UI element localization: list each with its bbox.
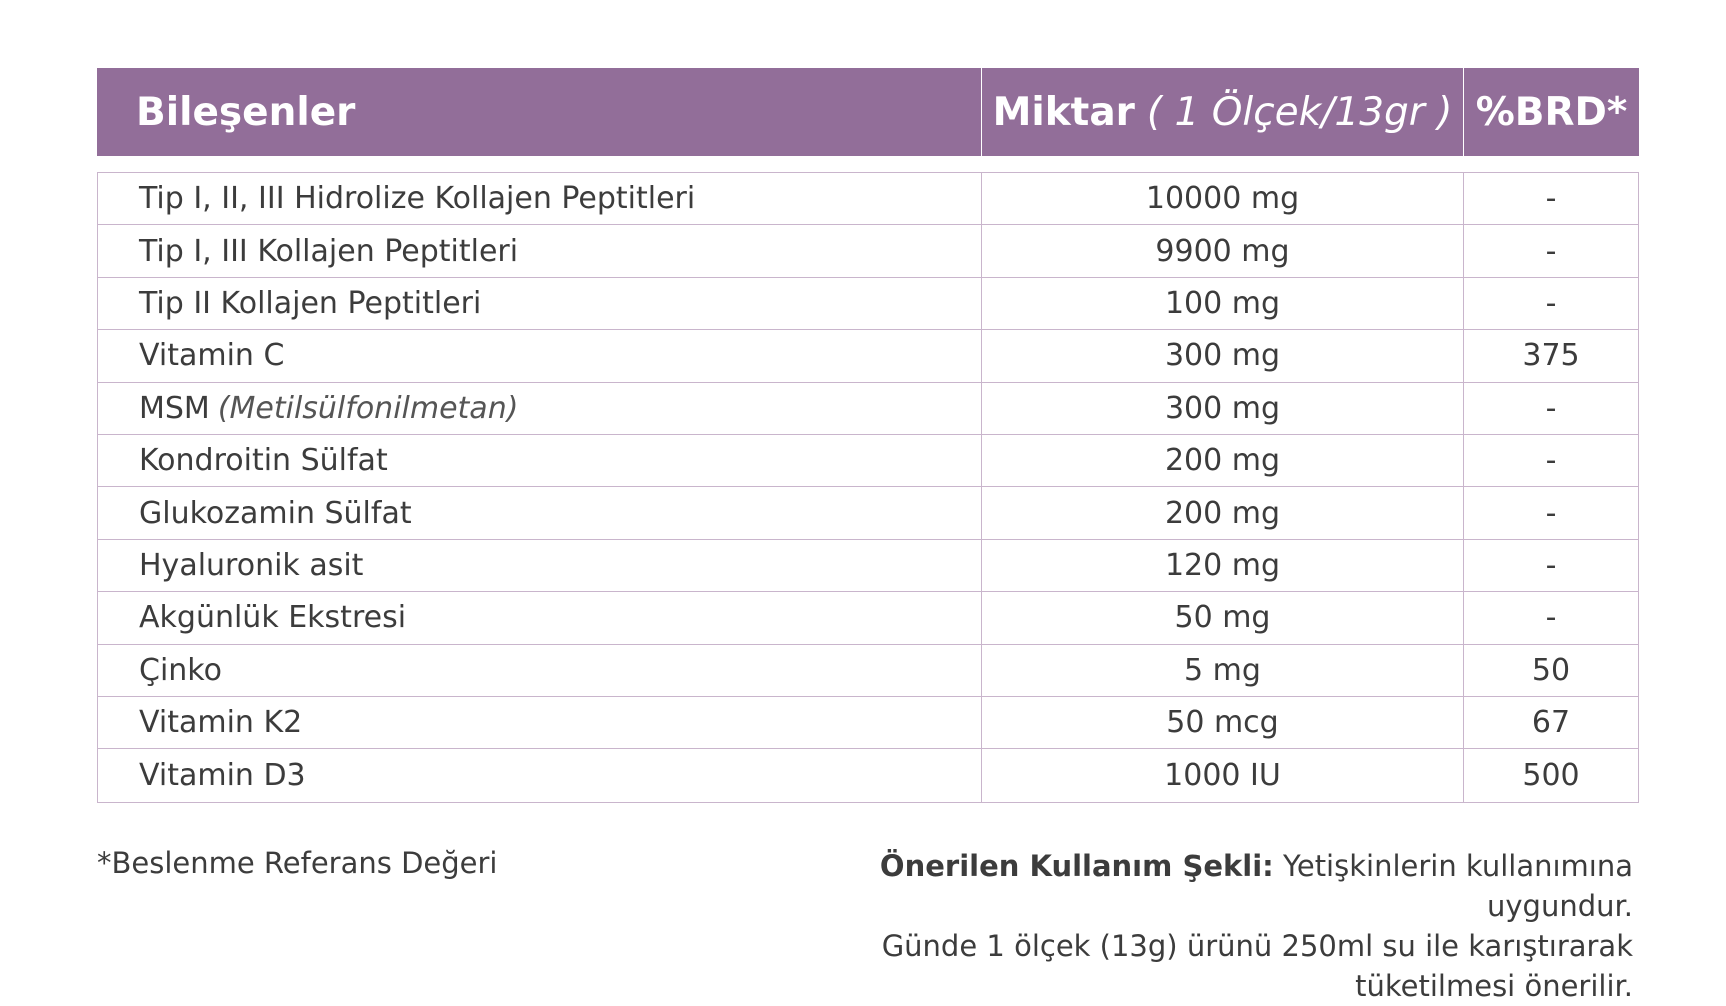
table-row <box>98 435 1638 487</box>
ingredient-name-cell <box>98 645 982 696</box>
header-brd: %BRD* <box>1475 89 1628 135</box>
usage-line-2: Günde 1 ölçek (13g) ürünü 250ml su ile karıştırarak <box>881 929 1633 963</box>
ingredient-amount: 10000 mg <box>982 173 1464 224</box>
ingredient-name-cell <box>98 487 982 538</box>
ingredient-brd: - <box>1545 181 1557 217</box>
ingredient-name: Tip II Kollajen Peptitleri <box>139 285 482 321</box>
ingredient-brd: - <box>1545 390 1557 426</box>
ingredient-brd: - <box>1545 443 1557 479</box>
ingredient-name-cell <box>98 592 982 643</box>
table-row <box>98 592 1638 644</box>
ingredient-name-cell <box>98 540 982 591</box>
table-row <box>98 749 1638 801</box>
ingredient-name: Vitamin C <box>139 338 285 374</box>
ingredient-brd: - <box>1545 233 1557 269</box>
usage-text-1: Yetişkinlerin kullanımına uygundur. <box>1282 849 1633 923</box>
table-row <box>98 645 1638 697</box>
usage-line-3: tüketilmesi önerilir. <box>1355 969 1633 1003</box>
usage-instructions <box>733 846 1633 1006</box>
ingredient-brd: - <box>1545 547 1557 583</box>
ingredient-brd: - <box>1545 600 1557 636</box>
table-row <box>98 697 1638 749</box>
ingredient-name: Glukozamin Sülfat <box>139 495 412 531</box>
brd-footnote: *Beslenme Referans Değeri <box>97 846 498 880</box>
table-row <box>98 487 1638 539</box>
ingredient-name-cell <box>98 435 982 486</box>
ingredient-name: Akgünlük Ekstresi <box>139 600 407 636</box>
ingredient-amount: 9900 mg <box>982 225 1464 276</box>
table-header <box>97 68 1639 156</box>
ingredient-name-cell <box>98 173 982 224</box>
ingredient-brd: 50 <box>1531 652 1571 688</box>
ingredient-amount: 200 mg <box>982 435 1464 486</box>
ingredient-brd: 500 <box>1522 757 1580 793</box>
ingredient-name-cell <box>98 330 982 381</box>
ingredients-table <box>97 172 1639 803</box>
ingredient-name: Tip I, III Kollajen Peptitleri <box>139 233 519 269</box>
ingredient-note: (Metilsülfonilmetan) <box>217 390 519 426</box>
table-row <box>98 225 1638 277</box>
ingredient-amount: 100 mg <box>982 278 1464 329</box>
ingredient-brd: 375 <box>1522 338 1580 374</box>
ingredient-brd: - <box>1545 285 1557 321</box>
ingredient-name-cell <box>98 749 982 801</box>
ingredient-brd: 67 <box>1531 705 1571 741</box>
ingredient-amount: 50 mg <box>982 592 1464 643</box>
ingredient-name: Çinko <box>139 652 222 688</box>
ingredient-name-cell <box>98 278 982 329</box>
ingredient-name-cell <box>98 697 982 748</box>
header-ingredients: Bileşenler <box>97 68 982 156</box>
table-row <box>98 383 1638 435</box>
ingredient-name: Kondroitin Sülfat <box>139 443 388 479</box>
header-amount-label: Miktar <box>992 89 1135 135</box>
ingredient-name: Vitamin K2 <box>139 705 303 741</box>
ingredient-amount: 5 mg <box>982 645 1464 696</box>
table-row <box>98 540 1638 592</box>
ingredient-amount: 300 mg <box>982 330 1464 381</box>
table-row <box>98 278 1638 330</box>
header-amount <box>982 68 1464 156</box>
ingredient-name: Vitamin D3 <box>139 757 306 793</box>
table-row <box>98 173 1638 225</box>
usage-label: Önerilen Kullanım Şekli: <box>879 849 1274 883</box>
ingredient-name: MSM <box>139 390 210 426</box>
ingredient-name: Tip I, II, III Hidrolize Kollajen Peptitleri <box>139 181 696 217</box>
ingredient-amount: 50 mcg <box>982 697 1464 748</box>
ingredient-amount: 200 mg <box>982 487 1464 538</box>
ingredient-name-cell <box>98 225 982 276</box>
ingredient-brd: - <box>1545 495 1557 531</box>
ingredient-name: Hyaluronik asit <box>139 547 364 583</box>
ingredient-name-cell <box>98 383 982 434</box>
ingredient-amount: 1000 IU <box>982 749 1464 801</box>
header-amount-unit: ( 1 Ölçek/13gr ) <box>1146 89 1453 135</box>
table-row <box>98 330 1638 382</box>
ingredient-amount: 120 mg <box>982 540 1464 591</box>
ingredient-amount: 300 mg <box>982 383 1464 434</box>
usage-line-1 <box>733 846 1633 926</box>
